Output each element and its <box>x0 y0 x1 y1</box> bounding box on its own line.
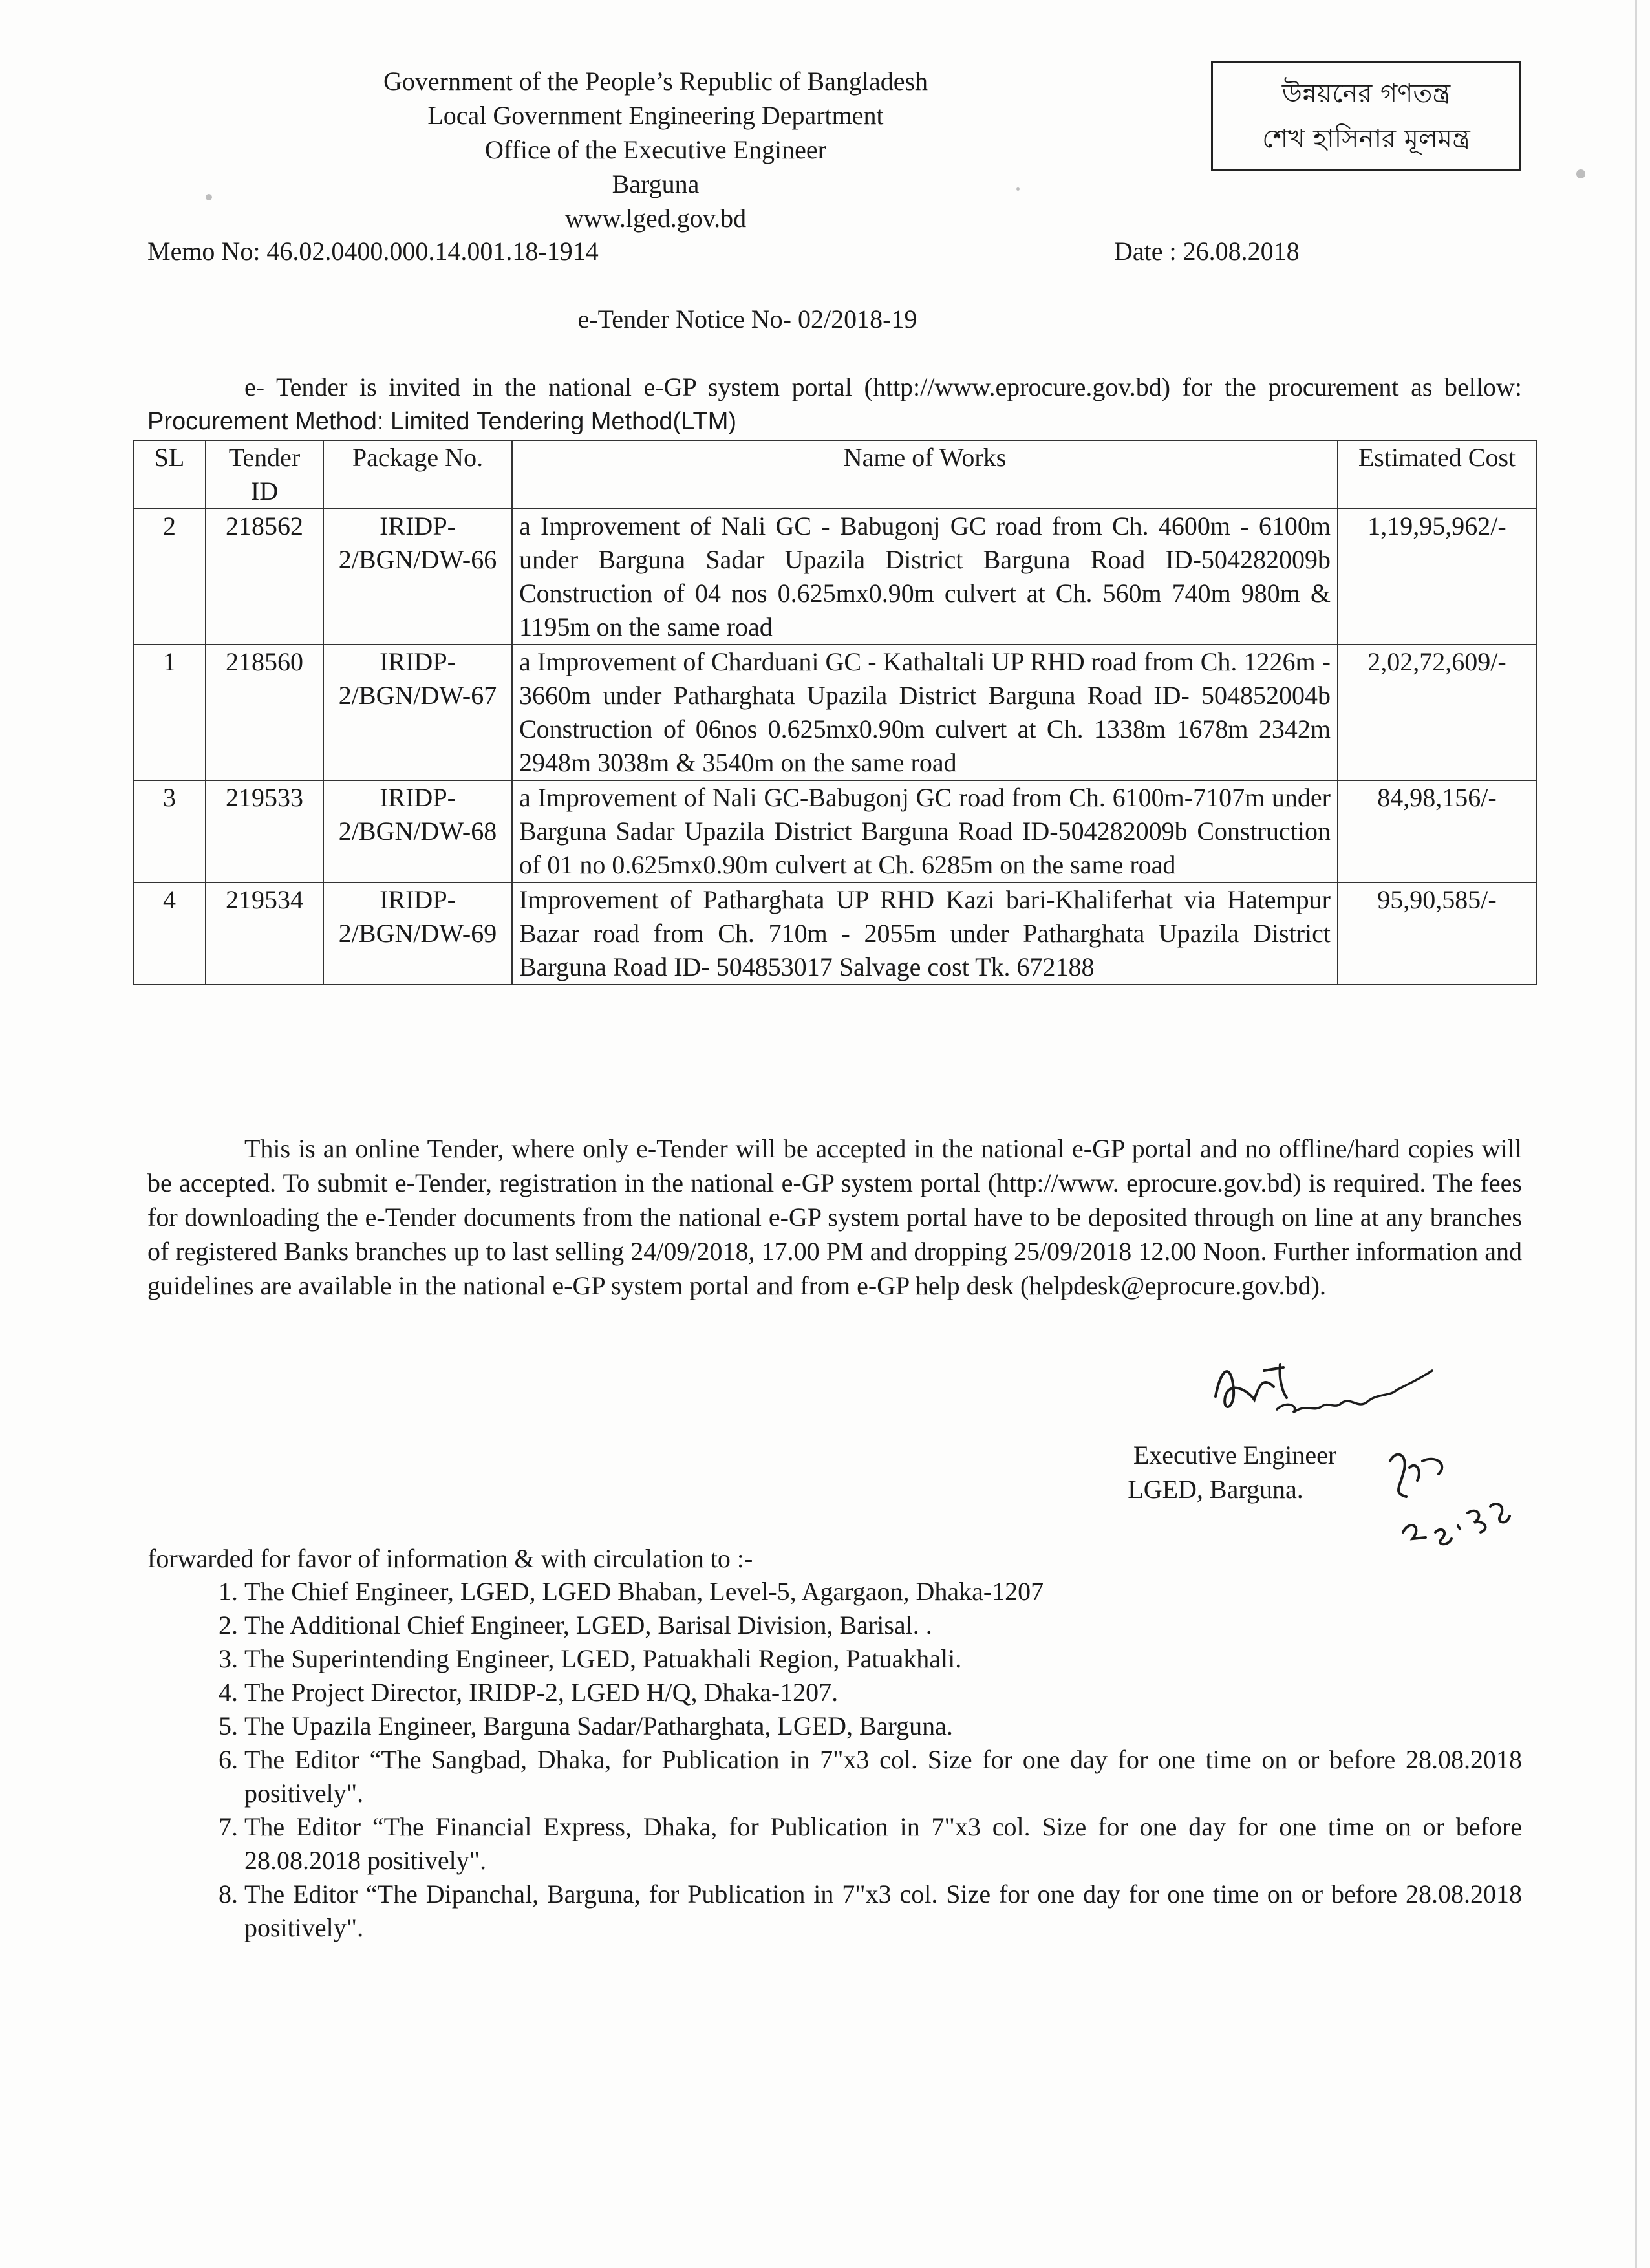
cell-name-of-works: a Improvement of Nali GC-Babugonj GC road from Ch. 6100m-7107m under Barguna Sadar Upazila District Barguna Road ID-504282009b Construction of 01 no 0.625mx0.90m culvert at Ch. 6285m on the same road <box>512 780 1338 883</box>
table-row <box>133 883 1536 985</box>
cell-sl: 4 <box>133 883 206 985</box>
signatory-office: LGED, Barguna. <box>1128 1475 1303 1504</box>
list-item-text: The Additional Chief Engineer, LGED, Barisal Division, Barisal. . <box>244 1610 932 1640</box>
list-item-number: 2. <box>219 1610 238 1640</box>
list-item-text: The Upazila Engineer, Barguna Sadar/Patharghata, LGED, Barguna. <box>244 1711 953 1740</box>
cell-estimated-cost: 95,90,585/- <box>1338 883 1536 985</box>
scan-edge <box>1635 0 1637 2268</box>
list-item <box>219 1642 1522 1676</box>
table-row <box>133 780 1536 883</box>
cell-estimated-cost: 84,98,156/- <box>1338 780 1536 883</box>
list-item-number: 5. <box>219 1711 238 1740</box>
list-item <box>219 1676 1522 1709</box>
circulation-list <box>147 1575 1522 1945</box>
works-table <box>133 440 1537 985</box>
scan-speck <box>1576 169 1585 178</box>
cell-package: IRIDP-2/BGN/DW-68 <box>323 780 512 883</box>
intro-text: e- Tender is invited in the national e-GP system portal (http://www.eprocure.gov.bd) for the procurement as bellow: <box>244 372 1522 401</box>
tender-conditions-paragraph: This is an online Tender, where only e-Tender will be accepted in the national e-GP portal and no offline/hard copies will be accepted. To submit e-Tender, registration in the national e-GP system portal (http://www. eprocure.gov.bd) is required. The fees for downloading the e-Tender documents from the national e-GP system portal have to be deposited through on line at any branches of registered Banks branches up to last selling 24/09/2018, 17.00 PM and dropping 25/09/2018 12.00 Noon. Further information and guidelines are available in the national e-GP system portal and from e-GP help desk (helpdesk@eprocure.gov.bd). <box>147 1134 1522 1300</box>
header-tender-id: Tender ID <box>206 440 323 509</box>
header-office: Office of the Executive Engineer <box>485 135 826 164</box>
list-item-number: 6. <box>219 1745 238 1774</box>
list-item-number: 1. <box>219 1577 238 1606</box>
cell-estimated-cost: 1,19,95,962/- <box>1338 509 1536 645</box>
cell-tender-id: 218560 <box>206 645 323 780</box>
table-header-row <box>133 440 1536 509</box>
header-district: Barguna <box>612 169 700 198</box>
notice-title: e-Tender Notice No- 02/2018-19 <box>577 305 917 334</box>
list-item-number: 7. <box>219 1812 238 1841</box>
header-package: Package No. <box>323 440 512 509</box>
list-item-text: The Chief Engineer, LGED, LGED Bhaban, Level-5, Agargaon, Dhaka-1207 <box>244 1577 1044 1606</box>
table-row <box>133 645 1536 780</box>
header-website: www.lged.gov.bd <box>564 204 747 233</box>
cell-name-of-works: Improvement of Patharghata UP RHD Kazi bari-Khaliferhat via Hatempur Bazar road from Ch. 710m - 2055m under Patharghata Upazila District Barguna Road ID- 504853017 Salvage cost Tk. 672188 <box>512 883 1338 985</box>
cell-tender-id: 219534 <box>206 883 323 985</box>
list-item <box>219 1878 1522 1945</box>
cell-tender-id: 219533 <box>206 780 323 883</box>
signatory-title: Executive Engineer <box>1133 1440 1337 1470</box>
table-row <box>133 509 1536 645</box>
list-item <box>219 1810 1522 1878</box>
list-item <box>219 1743 1522 1810</box>
intro-paragraph <box>147 370 1522 438</box>
cell-sl: 1 <box>133 645 206 780</box>
list-item-text: The Editor “The Financial Express, Dhaka, for Publication in 7"x3 col. Size for one day for one time on or before 28.08.2018 positively". <box>244 1812 1522 1875</box>
list-item <box>219 1609 1522 1642</box>
list-item-number: 3. <box>219 1644 238 1673</box>
list-item-number: 4. <box>219 1678 238 1707</box>
cell-sl: 2 <box>133 509 206 645</box>
header-estimated-cost: Estimated Cost <box>1338 440 1536 509</box>
cell-package: IRIDP-2/BGN/DW-67 <box>323 645 512 780</box>
cell-name-of-works: a Improvement of Nali GC - Babugonj GC road from Ch. 4600m - 6100m under Barguna Sadar Upazila District Barguna Road ID-504282009b Construction of 04 nos 0.625mx0.90m culvert at Ch. 560m 740m 980m & 1195m on the same road <box>512 509 1338 645</box>
cell-package: IRIDP-2/BGN/DW-69 <box>323 883 512 985</box>
memo-date: Date : 26.08.2018 <box>1114 237 1300 266</box>
list-item <box>219 1709 1522 1743</box>
list-item-text: The Superintending Engineer, LGED, Patuakhali Region, Patuakhali. <box>244 1644 962 1673</box>
cell-estimated-cost: 2,02,72,609/- <box>1338 645 1536 780</box>
header-sl: SL <box>133 440 206 509</box>
procurement-method: Procurement Method: Limited Tendering Method(LTM) <box>147 408 737 435</box>
cell-tender-id: 218562 <box>206 509 323 645</box>
header-department: Local Government Engineering Department <box>427 101 884 130</box>
slogan-line-1: উন্নয়নের গণতন্ত্র <box>1281 79 1451 109</box>
handwritten-signature <box>1203 1351 1435 1435</box>
cell-package: IRIDP-2/BGN/DW-66 <box>323 509 512 645</box>
header-government: Government of the People’s Republic of Bangladesh <box>383 67 928 96</box>
list-item-number: 8. <box>219 1879 238 1909</box>
cell-sl: 3 <box>133 780 206 883</box>
slogan-box <box>1211 61 1521 171</box>
memo-number: Memo No: 46.02.0400.000.14.001.18-1914 <box>147 237 599 266</box>
list-item <box>219 1575 1522 1609</box>
list-item-text: The Editor “The Dipanchal, Barguna, for Publication in 7"x3 col. Size for one day for one time on or before 28.08.2018 positively". <box>244 1879 1522 1942</box>
cell-name-of-works: a Improvement of Charduani GC - Kathaltali UP RHD road from Ch. 1226m - 3660m under Patharghata Upazila District Barguna Road ID- 504852004b Construction of 06nos 0.625mx0.90m culvert at Ch. 1338m 1678m 2342m 2948m 3038m & 3540m on the same road <box>512 645 1338 780</box>
list-item-text: The Editor “The Sangbad, Dhaka, for Publication in 7"x3 col. Size for one day for one time on or before 28.08.2018 positively". <box>244 1745 1522 1808</box>
forward-heading: forwarded for favor of information & with circulation to :- <box>147 1544 753 1573</box>
list-item-text: The Project Director, IRIDP-2, LGED H/Q, Dhaka-1207. <box>244 1678 839 1707</box>
slogan-line-2: শেখ হাসিনার মূলমন্ত্র <box>1262 124 1470 154</box>
header-name-of-works: Name of Works <box>512 440 1338 509</box>
